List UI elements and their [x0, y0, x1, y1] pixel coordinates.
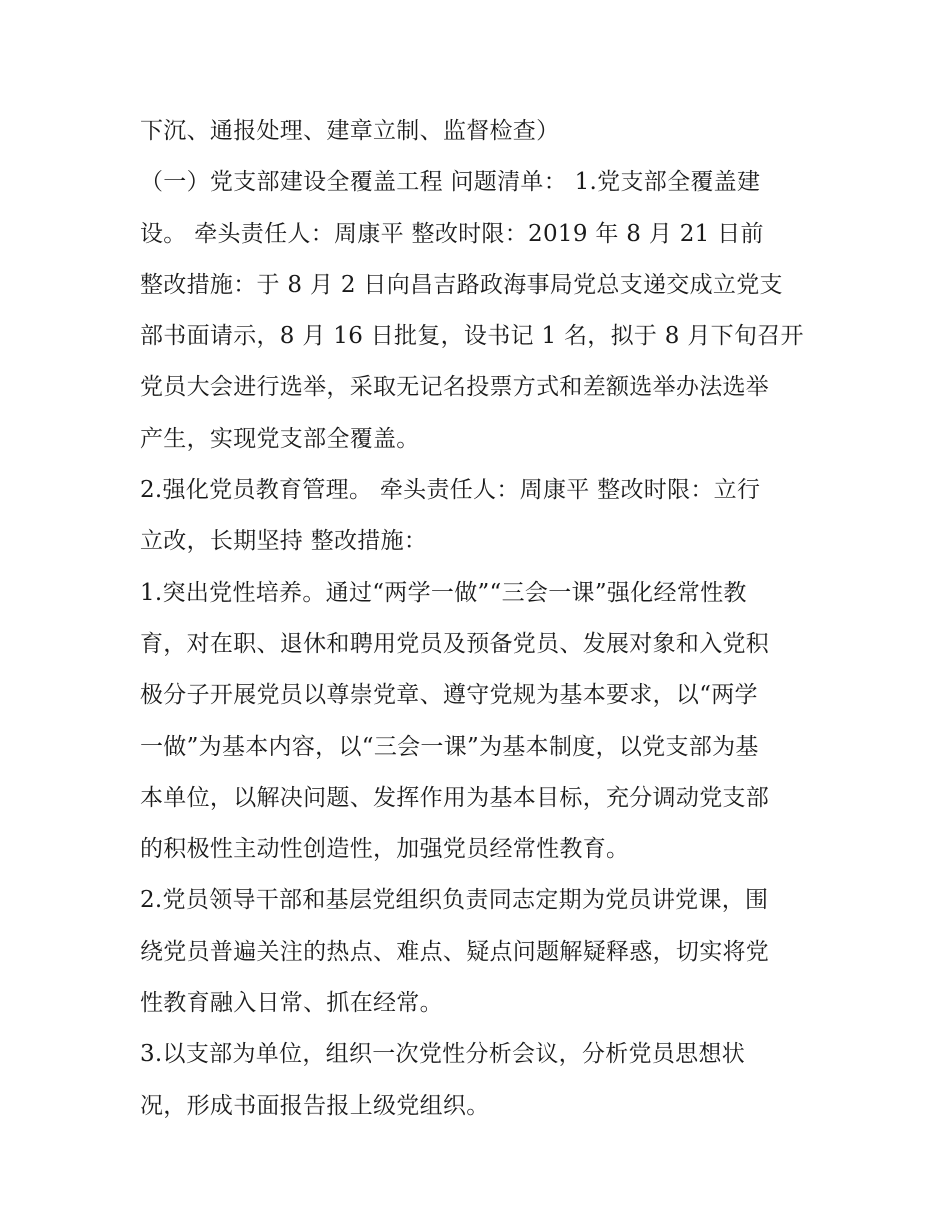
text-line: 况，形成书面报告报上级党组织。 — [140, 1092, 490, 1119]
text-line: 党员大会进行选举，采取无记名投票方式和差额选举办法选举 — [140, 374, 770, 401]
text-line: 本单位，以解决问题、发挥作用为基本目标，充分调动党支部 — [140, 784, 770, 811]
text-line: 性教育融入日常、抓在经常。 — [140, 990, 443, 1017]
text-line: （一）党支部建设全覆盖工程 问题清单： 1.党支部全覆盖建 — [140, 169, 761, 196]
text-line: 绕党员普遍关注的热点、难点、疑点问题解疑释惑，切实将党 — [140, 938, 770, 965]
text-line: 立改，长期坚持 整改措施： — [140, 528, 428, 555]
text-line: 2.党员领导干部和基层党组织负责同志定期为党员讲党课，围 — [140, 887, 769, 914]
text-line: 2.强化党员教育管理。 牵头责任人：周康平 整改时限：立行 — [140, 477, 761, 504]
text-line: 的积极性主动性创造性，加强党员经常性教育。 — [140, 836, 630, 863]
text-line: 整改措施：于 8 月 2 日向昌吉路政海事局党总支递交成立党支 — [140, 271, 783, 298]
document-body — [140, 106, 820, 1132]
text-line: 产生，实现党支部全覆盖。 — [140, 425, 420, 452]
text-line: 下沉、通报处理、建章立制、监督检查） — [140, 118, 560, 144]
text-line: 部书面请示，8 月 16 日批复，设书记 1 名，拟于 8 月下旬召开 — [140, 323, 804, 350]
text-line: 极分子开展党员以尊崇党章、遵守党规为基本要求，以“两学 — [140, 682, 758, 709]
text-line: 育，对在职、退休和聘用党员及预备党员、发展对象和入党积 — [140, 630, 770, 657]
text-line: 设。 牵头责任人：周康平 整改时限：2019 年 8 月 21 日前 — [140, 220, 764, 247]
text-line: 1.突出党性培养。通过“两学一做”“三会一课”强化经常性教 — [140, 579, 747, 606]
text-line: 3.以支部为单位，组织一次党性分析会议，分析党员思想状 — [140, 1041, 746, 1068]
text-line: 一做”为基本内容，以“三会一课”为基本制度，以党支部为基 — [140, 733, 759, 760]
